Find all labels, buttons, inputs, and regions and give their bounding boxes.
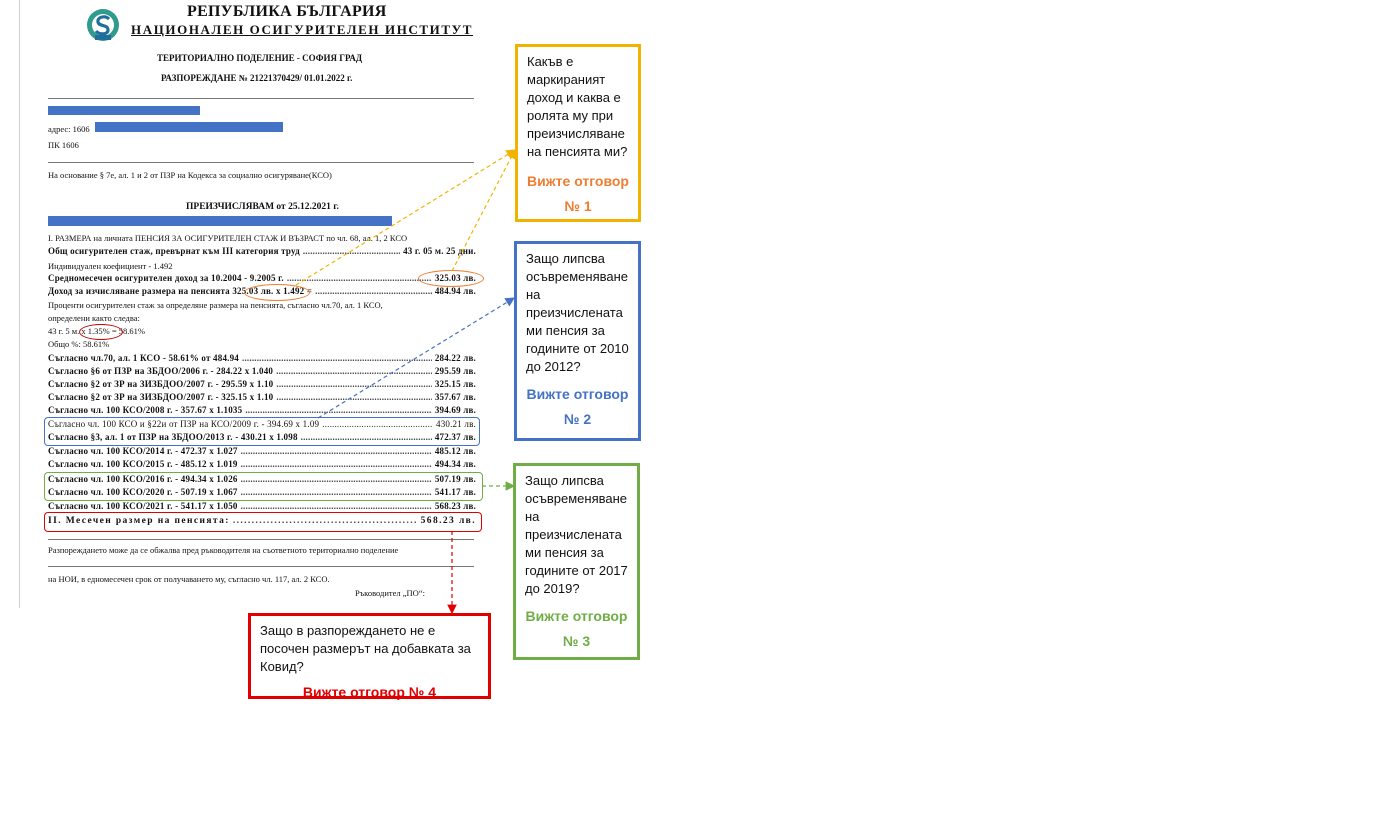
row-label: Съгласно §2 от ЗР на ЗИЗБДОО/2007 г. - 325.15 x 1.10 — [48, 392, 274, 402]
callout-question-1 — [515, 44, 641, 222]
row-value: 43 г. 05 м. 25 дни. — [403, 246, 476, 256]
row-label: Съгласно чл.70, ал. 1 КСО - 58.61% от 484.94 — [48, 353, 240, 363]
row-value: 325.03 лв. — [434, 273, 476, 283]
row-label: Съгласно чл. 100 КСО/2021 г. - 541.17 x 1.050 — [48, 501, 238, 511]
appeal-text: Разпореждането може да се обжалва пред ръководителя на съответното териториално поделение — [48, 545, 399, 555]
arrow-1a — [452, 150, 515, 271]
legal-basis: На основание § 7е, ал. 1 и 2 от ПЗР на Кодекса за социално осигуряване(КСО) — [48, 170, 332, 180]
row-label: Съгласно чл. 100 КСО и §22и от ПЗР на КСО/2009 г. - 394.69 x 1.09 — [48, 419, 320, 429]
callout-question-text: Защо в разпореждането не е посочен размерът на добавката за Ковид? — [260, 623, 471, 674]
recalc-heading: ПРЕИЗЧИСЛЯВАМ от 25.12.2021 г. — [186, 202, 339, 212]
callout-question-3 — [513, 463, 640, 660]
row-label: Средномесечен осигурителен доход за 10.2004 - 9.2005 г. — [48, 273, 284, 283]
answer-link-4[interactable]: Вижте отговор № 4 — [302, 684, 437, 700]
row-value: 507.19 лв. — [434, 474, 476, 484]
arrow-1b — [296, 150, 515, 285]
percent-total: Общо %: 58.61% — [48, 339, 110, 349]
percent-text-continued: определени както следва: — [48, 313, 140, 323]
row-value: 485.12 лв. — [434, 446, 476, 456]
title-institute: НАЦИОНАЛЕН ОСИГУРИТЕЛЕН ИНСТИТУТ — [131, 22, 474, 37]
callout-question-4 — [248, 613, 491, 699]
row-label: II. Месечен размер на пенсията: — [48, 516, 230, 526]
row-value: 472.37 лв. — [434, 432, 476, 442]
row-label: Съгласно чл. 100 КСО/2015 г. - 485.12 x 1.019 — [48, 459, 238, 469]
row-label: Съгласно чл. 100 КСО/2008 г. - 357.67 x 1.1035 — [48, 405, 243, 415]
section-one-title: I. РАЗМЕРА на личната ПЕНСИЯ ЗА ОСИГУРИТЕЛЕН СТАЖ И ВЪЗРАСТ по чл. 68, ал. 1, 2 КСО — [48, 233, 408, 243]
arrow-2 — [318, 298, 514, 418]
percent-calc: 43 г. 5 м. x 1.35% = 58.61% — [48, 326, 145, 336]
answer-link-2[interactable]: Вижте отговор № 2 — [526, 386, 629, 427]
row-label: Съгласно чл. 100 КСО/2016 г. - 494.34 x 1.026 — [48, 474, 238, 484]
answer-link-3[interactable]: Вижте отговор № 3 — [525, 608, 628, 649]
callout-question-text: Защо липсва осъвременяване на преизчислената ми пенсия за годините от 2017 до 2019? — [525, 473, 628, 596]
answer-link-1[interactable]: Вижте отговор № 1 — [527, 173, 629, 214]
row-value: 394.69 лв. — [434, 405, 476, 415]
order-number: РАЗПОРЕЖДАНЕ № 21221370429/ 01.01.2022 г. — [161, 73, 353, 83]
address-label: адрес: 1606 — [48, 124, 90, 134]
title-republic: РЕПУБЛИКА БЪЛГАРИЯ — [187, 3, 387, 20]
row-value: 541.17 лв. — [434, 487, 476, 497]
row-value: 484.94 лв. — [434, 286, 476, 296]
row-value: 430.21 лв. — [436, 419, 476, 429]
row-label: Съгласно §2 от ЗР на ЗИЗБДОО/2007 г. - 295.59 x 1.10 — [48, 379, 274, 389]
row-label: Съгласно §3, ал. 1 от ПЗР на ЗБДОО/2013 г. - 430.21 x 1.098 — [48, 432, 298, 442]
callout-question-2 — [514, 241, 641, 441]
row-label: Общ осигурителен стаж, превърнат към III категория труд — [48, 246, 300, 256]
row-value: 295.59 лв. — [434, 366, 476, 376]
row-label: Доход за изчисляване размера на пенсията 325.03 лв. x 1.492 = — [48, 286, 313, 296]
row-value: 284.22 лв. — [434, 353, 476, 363]
row-value: 325.15 лв. — [434, 379, 476, 389]
row-label: Съгласно чл. 100 КСО/2014 г. - 472.37 x 1.027 — [48, 446, 238, 456]
row-value: 568.23 лв. — [434, 501, 476, 511]
appeal-text-continued: на НОИ, в едномесечен срок от получаването му, съгласно чл. 117, ал. 2 КСО. — [48, 574, 330, 584]
row-value: 357.67 лв. — [434, 392, 476, 402]
postal-code: ПК 1606 — [48, 140, 79, 150]
row-value: 568.23 лв. — [420, 516, 476, 526]
row-value: 494.34 лв. — [434, 459, 476, 469]
callout-question-text: Какъв е маркираният доход и каква е ролята му при преизчисляване на пенсията ми? — [527, 54, 628, 159]
percent-text: Проценти осигурителен стаж за определяне размера на пенсията, съгласно чл.70, ал. 1 КСО, — [48, 300, 383, 310]
individual-coefficient: Индивидуален коефициент - 1.492 — [48, 261, 173, 271]
division-title: ТЕРИТОРИАЛНО ПОДЕЛЕНИЕ - СОФИЯ ГРАД — [157, 53, 363, 63]
row-label: Съгласно §6 от ПЗР на ЗБДОО/2006 г. - 284.22 x 1.040 — [48, 366, 274, 376]
row-label: Съгласно чл. 100 КСО/2020 г. - 507.19 x 1.067 — [48, 487, 238, 497]
callout-question-text: Защо липсва осъвременяване на преизчислената ми пенсия за годините от 2010 до 2012? — [526, 251, 629, 374]
signature-label: Ръководител „ПО“: — [355, 588, 425, 598]
